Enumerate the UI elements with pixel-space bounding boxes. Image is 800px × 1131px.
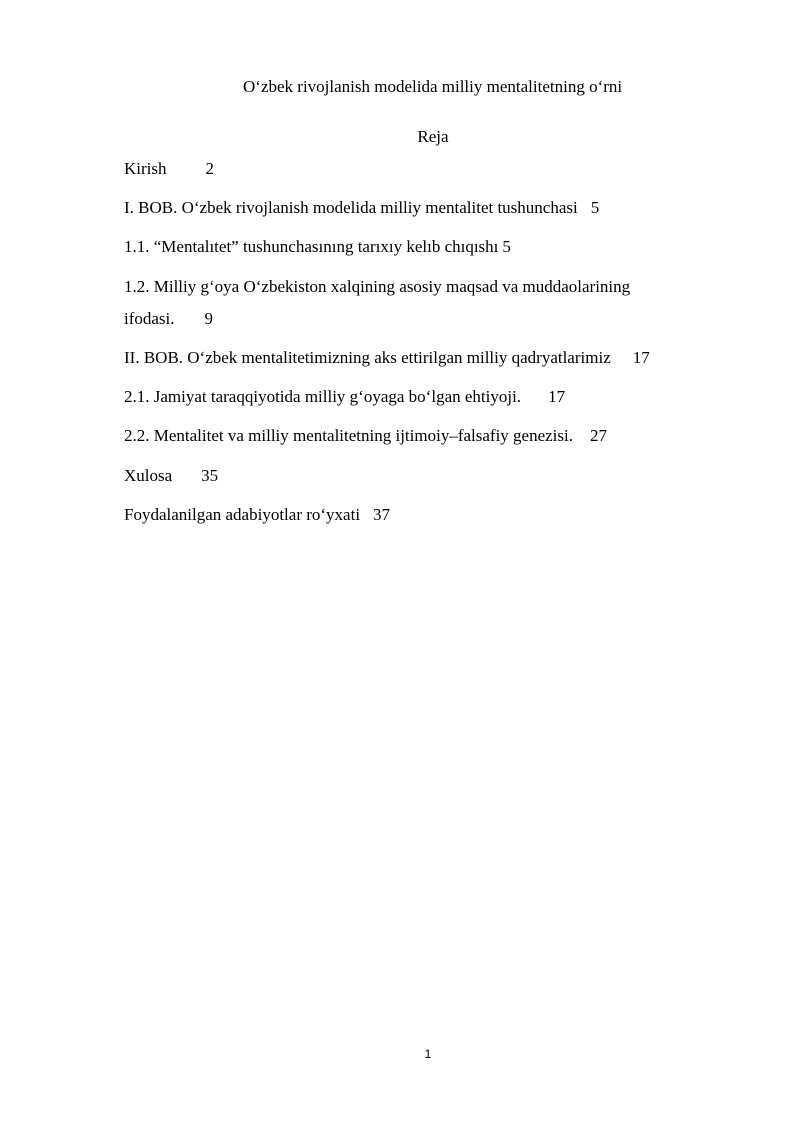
toc-entry [124, 237, 511, 257]
toc-entry [124, 309, 213, 329]
toc-entry [124, 387, 565, 407]
toc-entry-text: ifodasi. [124, 309, 175, 328]
document-title: O‘zbek rivojlanish modelida milliy mentalitetning o‘rni [243, 77, 623, 96]
page-number: 1 [424, 1047, 432, 1061]
toc-entry-page: 5 [590, 198, 600, 217]
toc-entry-text: Xulosa [124, 466, 173, 485]
toc-entry-text: 2.2. Mentalitet va milliy mentalitetning ijtimoiy–falsafiy genezisi. [124, 426, 573, 445]
toc-entry-text: II. BOB. O‘zbek mentalitetimizning aks ettirilgan milliy qadryatlarimiz [124, 348, 611, 367]
toc-entry-text: 2.1. Jamiyat taraqqiyotida milliy g‘oyaga bo‘lgan ehtiyoji. [124, 387, 522, 406]
toc-entry-page: 2 [205, 159, 214, 178]
toc-entry [124, 348, 650, 368]
toc-entry-text: 1.1. “Mentalıtet” tushunchasınıng tarıxıy kelıb chıqıshı [124, 237, 499, 256]
plan-heading: Reja [417, 127, 449, 146]
toc-entry [124, 426, 607, 446]
toc-entry-text: Foydalanilgan adabiyotlar ro‘yxati [124, 505, 361, 524]
toc-entry [124, 198, 599, 218]
toc-entry-text: I. BOB. O‘zbek rivojlanish modelida milliy mentalitet tushunchasi [124, 198, 578, 217]
toc-entry [124, 466, 218, 486]
toc-entry-text: Kirish [124, 159, 167, 178]
toc-entry-page: 5 [502, 237, 511, 256]
toc-entry-page: 17 [548, 387, 566, 406]
toc-entry [124, 159, 214, 179]
toc-entry [124, 277, 630, 297]
toc-entry-page: 9 [204, 309, 214, 328]
toc-entry-text: 1.2. Milliy g‘oya O‘zbekiston xalqining asosiy maqsad va muddaolarining [124, 277, 631, 296]
toc-entry [124, 505, 390, 525]
toc-entry-page: 35 [201, 466, 219, 485]
toc-entry-page: 27 [590, 426, 607, 445]
toc-entry-page: 37 [373, 505, 391, 524]
toc-entry-page: 17 [632, 348, 650, 367]
